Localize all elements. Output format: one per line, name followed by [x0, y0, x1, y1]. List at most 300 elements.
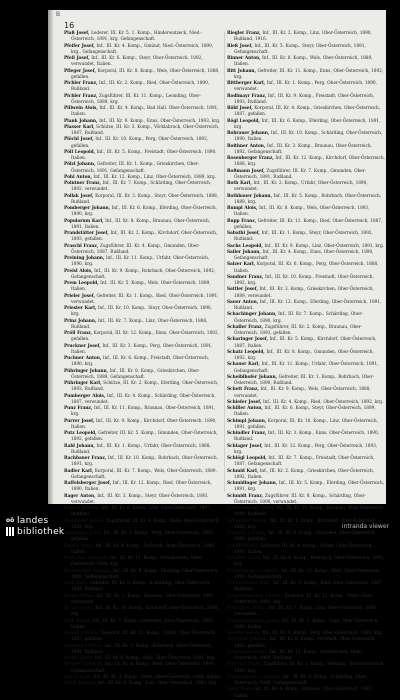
register-entry	[227, 675, 385, 688]
entry-name: Pollak Josef,	[64, 193, 94, 199]
entry-text: Inf., III. Kr. 4. Komp., Ried, Ober-Österreich, 1892, krg.	[263, 399, 384, 405]
entry-text: Inf., III. Kr. 5. Komp., Wels, Ober-Österreich, 1889, Italien.	[71, 281, 211, 293]
register-entry	[64, 431, 222, 444]
entry-name: Schmidt Franz,	[227, 493, 264, 499]
register-entry	[64, 369, 222, 382]
entry-name: Schmid Karl,	[227, 468, 259, 474]
entry-text: Inf., III. Kr. 2. Komp., Kirchdorf, Ober-Österreich, 1893, gefallen.	[71, 231, 218, 243]
entry-name: Schöfl Franz,	[227, 543, 259, 549]
entry-name: Schauer Karl,	[227, 362, 260, 368]
register-entry	[227, 312, 385, 325]
register-entry	[227, 444, 385, 457]
register-entry	[227, 194, 385, 207]
entry-text: Inf., III. Kr. 5. Komp., Eferding, Ober-Österreich, 1891, krg.	[234, 481, 385, 493]
entry-text: Inf., III. Kr. 9. Komp., Rohrbach, Ober-Österreich, 1892, Gefangenschaft.	[71, 268, 216, 280]
entry-name: Reif Anton,	[64, 618, 91, 624]
entry-text: Inf., III. Kr. 2. Komp., Linz, Ober-Österreich, 1890, Rußland, 1916.	[234, 31, 372, 43]
entry-name: Pfleger Josef,	[64, 68, 96, 74]
register-entry	[227, 131, 385, 144]
entry-text: Inf., III. Kr. 3. Komp., Enns, Ober-Österreich, 1890, Rußland.	[234, 431, 379, 443]
entry-text: Inf., III. Kr. 10. Komp., Schärding, Ober-Österreich, 1890, Italien.	[234, 131, 383, 143]
entry-name: Schneider Anton,	[227, 518, 269, 524]
register-entry	[227, 419, 385, 432]
register-entry	[64, 244, 222, 257]
entry-name: Schrattenecker Johann,	[227, 593, 284, 599]
entry-name: Pohl Anton,	[64, 174, 92, 180]
entry-text: Inf., III. Kr. 5. Komp., Freistadt, Ober-Österreich, 1890, Italien.	[71, 149, 217, 161]
entry-text: Inf., III. Kr. 3. Komp., Braunau, Ober-Österreich, 1892, Gefangenschaft.	[234, 143, 372, 155]
register-entry	[64, 319, 222, 332]
entry-text: Inf., III. Kr. 10. Komp., Freistadt, Ober-Österreich, 1892, krg.	[234, 274, 374, 286]
entry-name: Renner Leopold,	[64, 662, 104, 668]
register-entry	[64, 631, 222, 644]
register-entry	[64, 306, 222, 319]
entry-text: Schütze, III. Kr. 2. Komp., Eferding, Ober-Österreich, 1893, Rußland.	[71, 381, 219, 393]
register-entry	[227, 581, 385, 594]
entry-name: Rauscher Leopold,	[64, 556, 109, 561]
entry-name: Schett Franz,	[227, 387, 259, 393]
register-entry	[64, 94, 222, 107]
register-entry	[64, 181, 222, 194]
entry-text: Inf., III. Kr. 11. Komp., Urfahr, Ober-Österreich, 1891, Gefangenschaft.	[234, 362, 379, 374]
entry-name: Punz Franz,	[64, 406, 93, 411]
entry-text: Inf., III. Kr. 4. Komp., Gmünd, Nied.-Österreich, 1890, krg., Gefangenschaft.	[71, 43, 214, 55]
entry-text: Inf., III. Kr. 7. Komp., Schärding, Ober-Österreich, 1892, verwundet.	[71, 181, 212, 193]
entry-text: Inf., III. Kr. 2. Komp., Enns, Ober-Österreich, 1890, Italien.	[234, 618, 379, 630]
register-entry	[64, 256, 222, 269]
entry-name: Sachs Leopold,	[227, 243, 263, 249]
entry-name: Rabl Johann,	[64, 443, 95, 449]
register-entry	[227, 69, 385, 82]
entry-text: Inf., III. Kr. 6. Komp., Steyr, Ober-Österreich, 1892, verwundet, Italien.	[71, 56, 203, 68]
entry-name: Rager Anton,	[64, 493, 96, 499]
entry-text: Inf., III. Kr. 6. Komp., Eferding, Ober-Österreich, 1890, krg.	[71, 206, 217, 218]
register-entry	[227, 531, 385, 544]
entry-name: Schiefer Josef,	[227, 399, 262, 405]
entry-name: Pruckner Josef,	[64, 343, 101, 349]
entry-text: Inf., III. Kr. 11. Komp., Grieskirchen, Ober-Österreich, 1889, Rußland.	[234, 649, 363, 661]
entry-text: Inf., III. Kr. 11. Komp., Braunau, Ober-Österreich, 1891, krg.	[71, 406, 216, 418]
entry-text: Inf., III. Kr. 9. Komp., Wels, Ober-Österreich, 1888, verwundet.	[234, 387, 371, 399]
register-entry	[227, 31, 385, 44]
entry-text: Inf., III. Kr. 10. Komp., Kirchdorf, Ober-Österreich, 1890, krg.	[71, 606, 219, 618]
entry-name: Reindl Johann,	[64, 631, 100, 636]
register-entry	[64, 294, 222, 307]
entry-name: Redl Karl,	[64, 581, 89, 586]
logo-bars-icon	[6, 527, 15, 536]
entry-text: Inf., III. Kr. 2. Komp., Grieskirchen, Ober-Österreich, 1892, Italien.	[234, 468, 374, 480]
register-entry	[64, 644, 222, 657]
register-entry	[64, 137, 222, 150]
register-entry	[227, 287, 385, 300]
entry-name: Prem Leopold,	[64, 281, 99, 286]
entry-name: Reichl Josef,	[64, 606, 94, 611]
entry-text: Korporal, III. Kr. 12. Komp., Steyr, Ober-Österreich, 1892, krg.	[234, 593, 373, 605]
column-divider	[224, 32, 225, 492]
register-entry	[227, 481, 385, 494]
register-entry	[227, 169, 385, 182]
entry-text: Inf., III. Kr. 2. Komp., Steyr, Ober-Österreich, 1888, Italien.	[93, 674, 222, 680]
entry-name: Roßmann Josef,	[227, 168, 265, 174]
entry-name: Rathmayr Josef,	[64, 531, 103, 536]
entry-name: Schiller Anton,	[227, 406, 263, 411]
entry-text: Inf., III. Kr. 6. Komp., Rohrbach, Ober-Österreich, 1890, krg.	[234, 556, 385, 568]
entry-name: Prandstätter Josef,	[64, 231, 109, 236]
register-entry	[227, 81, 385, 94]
register-entry	[227, 275, 385, 288]
entry-name: Schönberger Leopold,	[227, 568, 280, 574]
register-entry	[64, 194, 222, 207]
entry-name: Praschl Franz,	[64, 243, 99, 249]
corner-mark: B	[56, 11, 61, 18]
entry-text: Inf., III. Kr. 9. Komp., Gmunden, Ober-Österreich, 1889, gefallen.	[234, 531, 376, 543]
register-entry	[64, 606, 222, 619]
entry-name: Schöller Josef,	[227, 556, 262, 561]
register-entry	[227, 619, 385, 632]
entry-text: Inf., III. Kr. 1. Komp., Braunau, Ober-Österreich, 1891, verwundet.	[71, 593, 215, 605]
entry-text: Inf., III. Kr. 10. Komp., Rohrbach, Ober-Österreich, 1891, krg.	[71, 456, 218, 468]
entry-name: Raffelsberger Josef,	[64, 481, 112, 486]
register-entry	[227, 650, 385, 663]
register-entry	[64, 31, 222, 44]
entry-name: Schmidinger Johann,	[227, 481, 278, 486]
page-number: 16	[64, 21, 75, 30]
entry-text: Inf., III. Kr. 11. Komp., Grieskirchen, Ober-Österreich, 1888, krg.	[71, 556, 203, 568]
entry-name: Schuster Johann,	[227, 637, 268, 643]
register-entry	[64, 125, 222, 138]
entry-name: Schneeberger Josef,	[227, 506, 275, 511]
entry-name: Pfeifer Josef,	[64, 43, 95, 49]
entry-name: Preining Johann,	[64, 256, 105, 261]
register-entry	[64, 681, 222, 687]
entry-text: Korporal, III. Kr. 4. Komp., Grieskirchen, Ober-Österreich, 1887, gefallen.	[234, 106, 381, 118]
entry-text: Inf., III. Kr. 10. Komp., Steyr, Ober-Österreich, 1890, krg.	[71, 306, 212, 318]
entry-name: Riedl Johann,	[64, 681, 97, 686]
entry-text: Inf., III. Kr. 2. Komp., Perg, Ober-Österreich, 1891, gefallen.	[71, 531, 214, 543]
entry-name: Rumpl Alois,	[227, 206, 258, 211]
entry-text: Inf., III. Kr. 6. Komp., Freistadt, Ober-Österreich, 1890, krg.	[71, 356, 210, 368]
entry-name: Ritt Johann,	[227, 68, 256, 74]
entry-name: Reder Franz,	[64, 593, 95, 599]
entry-name: Schwarz Josef,	[227, 662, 262, 668]
entry-name: Pichler Franz,	[64, 93, 98, 99]
entry-text: Inf., III. Kr. 3. Komp., Rohrbach, Ober-Österreich, 1892, Rußland.	[71, 643, 213, 655]
entry-name: Rechberger Johann,	[64, 568, 112, 574]
entry-name: Radler Karl,	[64, 468, 94, 474]
entry-name: Plasser Karl,	[64, 124, 95, 130]
entry-name: Schachinger Johann,	[227, 312, 277, 318]
register-entry	[64, 150, 222, 163]
entry-text: Korporal, III. Kr. 8. Komp., Wels, Ober-Österreich, 1888, gefallen.	[71, 68, 220, 80]
register-entry	[64, 481, 222, 494]
entry-name: Schimpl Johann,	[227, 418, 267, 424]
entry-text: Korporal, III. Kr. 6. Komp., Perg, Ober-Österreich, 1888, Italien.	[234, 262, 379, 274]
entry-name: Schaller Franz,	[227, 324, 264, 330]
register-entry	[64, 81, 222, 94]
entry-name: Rohrauer Johann,	[227, 131, 270, 136]
register-entry	[227, 375, 385, 388]
entry-text: Korporal, III. Kr. 7. Komp., Wels, Ober-Österreich, 1889, Gefangenschaft.	[71, 468, 217, 480]
register-entry	[64, 106, 222, 119]
register-entry	[64, 162, 222, 175]
register-entry	[227, 594, 385, 607]
entry-text: Inf., III. Kr. 1. Komp., Perg, Ober-Österreich, 1890, verwundet.	[234, 81, 377, 93]
entry-name: Rupp Franz,	[227, 218, 257, 224]
register-entry	[227, 494, 385, 507]
entry-text: Inf., III. Kr. 4. Komp., Schärding, Ober-Österreich, 1887, verwundet.	[71, 393, 216, 405]
entry-text: Inf., III. Kr. 9. Komp., Linz, Ober-Österreich, 1891, krg.	[264, 243, 385, 249]
entry-text: Gefreiter, III. Kr. 11. Komp., Enns, Ober-Österreich, 1892, krg.	[234, 68, 384, 80]
entry-text: Inf., III. Kr. 7. Komp., Gmunden, Ober-Österreich, 1893, Italien.	[71, 618, 214, 630]
entry-name: Prieler Josef,	[64, 293, 95, 299]
entry-name: Sauer Anton,	[227, 299, 259, 305]
entry-name: Priester Karl,	[64, 306, 97, 311]
register-entry	[227, 44, 385, 57]
logo-prefix: oö	[6, 517, 15, 524]
entry-text: Zugsführer, III. Kr. 1. Komp., Eferding, Ober-Österreich, 1891, krg.	[234, 662, 385, 674]
register-entry	[227, 250, 385, 263]
entry-name: Pillwein Alois,	[64, 106, 98, 111]
register-entry	[227, 606, 385, 619]
entry-text: Gefreiter, III. Kr. 5. Komp., Gmunden, Ober-Österreich, 1892, gefallen.	[71, 431, 218, 443]
entry-text: Zugsführer, III. Kr. 2. Komp., Braunau, Ober-Österreich, 1893, gefallen.	[234, 324, 363, 336]
register-entry	[227, 119, 385, 132]
register-entry	[227, 362, 385, 375]
register-entry	[64, 69, 222, 82]
register-entry	[64, 444, 222, 457]
entry-text: Inf., III. Kr. 9. Komp., Enns, Ober-Österreich, 1893, krg.	[99, 118, 221, 124]
entry-name: Purrer Josef,	[64, 418, 95, 424]
entry-text: Inf., III. Kr. 8. Komp., Gmunden, Ober-Österreich, 1892, krg.	[234, 349, 374, 361]
entry-text: Inf., III. Kr. 6. Komp., Linz, Ober-Österreich, 1887, Rußland.	[71, 506, 211, 518]
register-entry	[227, 300, 385, 313]
register-entry	[64, 44, 222, 57]
entry-name: Pointner Franz,	[64, 181, 101, 186]
entry-name: Pröll Franz,	[64, 331, 92, 336]
entry-text: Inf., III. Kr. 9. Komp., Kirchdorf, Ober-Österreich, 1890, Italien.	[71, 418, 217, 430]
entry-text: Inf., III. Kr. 7. Komp., Schärding, Ober-Österreich, 1890, krg.	[234, 312, 363, 324]
register-entry	[64, 56, 222, 69]
entry-text: Gefreiter, III. Kr. 1. Komp., Ried, Ober-Österreich, 1891, verwundet.	[71, 293, 219, 305]
entry-text: Inf., III. Kr. 7. Komp., Linz, Ober-Österreich, 1888, Rußland.	[71, 318, 208, 330]
register-entry	[227, 456, 385, 469]
register-entry	[227, 94, 385, 107]
entry-text: Gefreiter, III. Kr. 5. Komp., Schärding, Ober-Österreich, 1889, Rußland.	[71, 581, 211, 593]
register-entry	[64, 494, 222, 507]
register-entry	[227, 569, 385, 582]
entry-name: Scheiblhofer Johann,	[227, 374, 278, 380]
register-entry	[227, 687, 385, 700]
entry-name: Ramsauer Franz,	[64, 518, 105, 524]
entry-text: Inf., III. Kr. 6. Komp., Eferding, Ober-Österreich, 1891, krg.	[234, 118, 381, 130]
register-entry	[64, 406, 222, 419]
entry-name: Reiter Josef,	[64, 656, 94, 661]
entry-text: Gefreiter, III. Kr. 4. Komp., Urfahr, Ober-Österreich, 1891, Italien.	[234, 543, 373, 555]
register-entry	[64, 356, 222, 369]
entry-name: Schröckenfuchs Josef,	[227, 618, 280, 624]
entry-text: Korporal, III. Kr. 12. Komp., Urfahr, Ober-Österreich, 1887, gefallen.	[71, 631, 216, 643]
entry-text: Inf., III. Kr. 1. Komp., Urfahr, Ober-Österreich, 1888, Rußland.	[71, 443, 211, 455]
entry-name: Rauch Alois,	[64, 543, 94, 549]
register-entry	[64, 344, 222, 357]
register-entry	[227, 56, 385, 69]
register-entry	[64, 531, 222, 544]
entry-text: Inf., III. Kr. 6. Komp., Steyr, Ober-Österreich, 1889, Italien.	[234, 406, 376, 418]
entry-text: Inf., III. Kr. 3. Komp., Perg, Ober-Österreich, 1891, Italien.	[71, 343, 213, 355]
viewer-credit[interactable]: intranda viewer	[341, 523, 389, 530]
entry-name: Pumberger Alois,	[64, 393, 106, 399]
entry-name: Putz Leopold,	[64, 431, 97, 436]
entry-text: Inf., III. Kr. 11. Komp., Urfahr, Ober-Österreich, 1890, krg.	[71, 256, 210, 268]
entry-text: Zugsführer, III. Kr. 8. Komp., Enns, Ober-Österreich, 1892, krg.	[71, 518, 220, 530]
register-entry	[64, 281, 222, 294]
register-entry	[64, 469, 222, 482]
entry-text: Inf., III. Kr. 9. Komp., Eferding, Ober-Österreich, 1892, Gefangenschaft.	[71, 568, 219, 580]
entry-text: Inf., III. Kr. 12. Komp., Kirchdorf, Ober-Österreich, 1888, krg.	[234, 156, 385, 168]
entry-text: Inf., III. Kr. 8. Komp., Grieskirchen, Ober-Österreich, 1889, Gefangenschaft.	[71, 368, 200, 380]
library-logo[interactable]	[6, 515, 64, 537]
entry-name: Schwaiger Franz,	[227, 649, 269, 655]
entry-text: Inf., III. Kr. 2. Komp., Ried, Ober-Österreich, 1890, Rußland.	[71, 81, 210, 93]
entry-name: Puchner Anton,	[64, 356, 102, 361]
entry-text: Korporal, III. Kr. 12. Komp., Enns, Ober-Österreich, 1892, gefallen.	[71, 331, 219, 343]
register-entry	[227, 662, 385, 675]
register-entry	[64, 206, 222, 219]
entry-name: Pühringer Karl,	[64, 381, 102, 386]
entry-text: Inf., III. Kr. 12. Komp., Eferding, Ober-Österreich, 1891, Rußland.	[234, 299, 382, 311]
entry-text: Inf., III. Kr. 3. Komp., Ried, Ober-Österreich, 1887, Rußland.	[234, 581, 383, 593]
entry-text: Inf., III. Kr. 8. Komp., Freistadt, Ober-Österreich, 1892, gefallen.	[234, 637, 376, 649]
entry-name: Populorum Karl,	[64, 218, 104, 224]
entry-name: Pühringer Johann,	[64, 368, 108, 374]
entry-name: Rögl Leopold,	[227, 118, 260, 124]
entry-name: Rachbauer Franz,	[64, 456, 107, 461]
entry-name: Reisinger Franz,	[64, 643, 104, 649]
register-entry	[227, 325, 385, 338]
entry-name: Pölzl Johann,	[64, 162, 96, 168]
entry-text: Inf., III. Kr. 10. Komp., Perg, Ober-Österreich, 1892, gefallen.	[71, 137, 209, 149]
entry-name: Salzer Karl,	[227, 262, 256, 268]
entry-name: Sattler Josef,	[227, 287, 258, 293]
left-text-column	[64, 31, 222, 686]
entry-name: Plank Johann,	[64, 118, 98, 124]
entry-name: Sandner Franz,	[227, 274, 264, 280]
register-entry	[64, 544, 222, 557]
entry-text: Inf., III. Kr. 8. Komp., Braunau, Ober-Österreich, 1891, Italien.	[71, 218, 211, 230]
entry-text: Inf., III. Kr. 9. Komp., Freistadt, Ober-Österreich, 1893, Rußland.	[234, 93, 375, 105]
register-entry	[64, 331, 222, 344]
entry-text: Inf., III. Kr. 10. Komp., Wels, Ober-Österreich, 1893, Gefangenschaft.	[234, 568, 381, 580]
entry-text: Inf., III. Kr. 8. Komp., Ried, Ober-Österreich, 1890, Gefangenschaft.	[71, 662, 215, 674]
entry-text: Inf., III. Kr. 6. Komp., Wels, Ober-Österreich, 1891, krg.	[95, 656, 216, 661]
register-entry	[64, 594, 222, 607]
entry-text: Zugsführer, III. Kr. 11. Komp., Leonding, Ober-Österreich, 1889, krg.	[71, 93, 201, 105]
entry-text: Korporal, III. Kr. 3. Komp., Steyr, Ober-Österreich, 1888, Rußland.	[71, 193, 219, 205]
entry-name: Schreiner Franz,	[227, 606, 267, 611]
register-entry	[227, 181, 385, 194]
entry-text: Inf., III. Kr. 8. Komp., Wels, Ober-Österreich, 1889, Italien.	[234, 56, 373, 68]
register-entry	[64, 662, 222, 675]
entry-name: Rittberger Karl,	[227, 81, 266, 86]
entry-text: Gefreiter, III. Kr. 1. Komp., Grieskirchen, Ober-Österreich, 1891, Gefangenschaft.	[71, 162, 200, 174]
register-entry	[227, 387, 385, 400]
register-entry	[227, 406, 385, 419]
entry-name: Pomberger Johann,	[64, 206, 111, 211]
entry-name: Preisl Alois,	[64, 268, 93, 274]
entry-text: Inf., III. Kr. 5. Komp., Kirchdorf, Ober-Österreich, 1887, Italien.	[234, 337, 377, 349]
register-entry	[64, 506, 222, 519]
register-entry	[64, 231, 222, 244]
entry-text: Korporal, III. Kr. 10. Komp., Linz, Ober-Österreich, 1891, gefallen.	[234, 418, 378, 430]
register-entry	[227, 637, 385, 650]
entry-name: Rieß Josef,	[227, 43, 253, 49]
entry-text: Zugsführer, III. Kr. 7. Komp., Gmunden, Ober-Österreich, 1891, Rußland.	[234, 168, 367, 180]
register-entry	[227, 431, 385, 444]
entry-name: Seidl Karl,	[227, 687, 253, 693]
register-entry	[227, 156, 385, 169]
entry-text: Zugsführer, III. Kr. 8. Komp., Schärding, Ober-Österreich, 1890, verwundet.	[234, 493, 366, 505]
entry-text: Inf., III. Kr. 12. Komp., Perg, Ober-Österreich, 1893, krg.	[234, 443, 378, 455]
entry-name: Schöngruber Karl,	[227, 581, 272, 586]
register-entry	[64, 556, 222, 569]
register-entry	[64, 456, 222, 469]
entry-text: Inf., III. Kr. 4. Komp., Bad Hall, Ober-Österreich, 1891, Italien.	[71, 106, 219, 118]
entry-text: Inf., III. Kr. 9. Komp., Schärding, Ober-Österreich, 1890, Gefangenschaft.	[234, 674, 368, 686]
entry-text: Inf., III. Kr. 2. Komp., Urfahr, Ober-Österreich, 1890, verwundet.	[234, 181, 368, 193]
entry-text: Inf., III. Kr. 4. Komp., Freistadt, Ober-Österreich, 1890, Italien.	[71, 543, 216, 555]
register-entry	[227, 106, 385, 119]
entry-text: Inf., III. Kr. 1. Komp., Steyr, Ober-Österreich, 1892, Rußland.	[234, 231, 373, 243]
entry-name: Pichler Franz,	[64, 81, 98, 86]
register-entry	[227, 144, 385, 157]
entry-name: Plöchl Josef,	[64, 137, 94, 143]
register-entry	[227, 219, 385, 232]
register-entry	[64, 519, 222, 532]
entry-name: Riegler Franz,	[227, 31, 261, 36]
entry-text: Inf., III. Kr. 1. Komp., Kirchdorf, Ober-Österreich, 1892, krg.	[234, 518, 377, 530]
entry-name: Röbl Josef,	[227, 106, 253, 111]
logo-line-1: landes	[17, 515, 49, 526]
entry-text: Inf., III. Kr. 11. Komp., Braunau, Ober-Österreich, 1888, Rußland.	[234, 506, 384, 518]
entry-text: Inf., III. Kr. 5. Komp., Steyr, Ober-Österreich, 1891, Gefangenschaft.	[234, 43, 366, 55]
entry-name: Roithner Anton,	[227, 143, 266, 149]
page-spine-shadow	[48, 10, 54, 504]
register-entry	[227, 350, 385, 363]
entry-text: Inf., III. Kr. 4. Komp., Linz, Ober-Österreich, 1892, krg.	[97, 681, 218, 686]
register-entry	[227, 469, 385, 482]
entry-name: Schindler Franz,	[227, 431, 267, 436]
logo-line-2: bibliothek	[17, 526, 65, 537]
register-entry	[227, 556, 385, 569]
entry-name: Roth Karl,	[227, 181, 252, 186]
entry-text: Schütze, III. Kr. 3. Komp., Vöcklabruck, Ober-Österreich, 1887, Rußland.	[71, 124, 220, 136]
register-entry	[64, 381, 222, 394]
entry-text: Inf., III. Kr. 4. Komp., Enns, Ober-Österreich, 1890, Gefangenschaft.	[234, 249, 374, 261]
entry-name: Sabathi Josef,	[227, 231, 260, 236]
entry-name: Pfeil Josef,	[64, 56, 90, 61]
register-entry	[227, 206, 385, 219]
register-entry	[64, 619, 222, 632]
entry-name: Schübl Anton,	[227, 631, 261, 636]
entry-name: Rinner Anton,	[227, 56, 261, 61]
entry-text: Lederer, III. Kr. 5. 1. Komp., Hinderwatzeck, Nied.-Österreich, 1891, krg. Gefangenschaft.	[71, 31, 203, 43]
entry-text: Inf., III. Kr. 7. Komp., Freistadt, Ober-Österreich, 1887, Gefangenschaft.	[234, 456, 375, 468]
entry-text: Gefreiter, III. Kr. 1. Komp., Rohrbach, Ober-Österreich, 1890, Rußland.	[234, 374, 374, 386]
register-entry	[64, 581, 222, 594]
entry-text: Inf., III. Kr. 12. Komp., Linz, Ober-Österreich, 1889, krg.	[93, 174, 216, 180]
entry-text: Inf., III. Kr. 8. Komp., Wels, Ober-Österreich, 1893, Italien.	[234, 206, 370, 218]
entry-name: Schober Johann,	[227, 531, 267, 536]
